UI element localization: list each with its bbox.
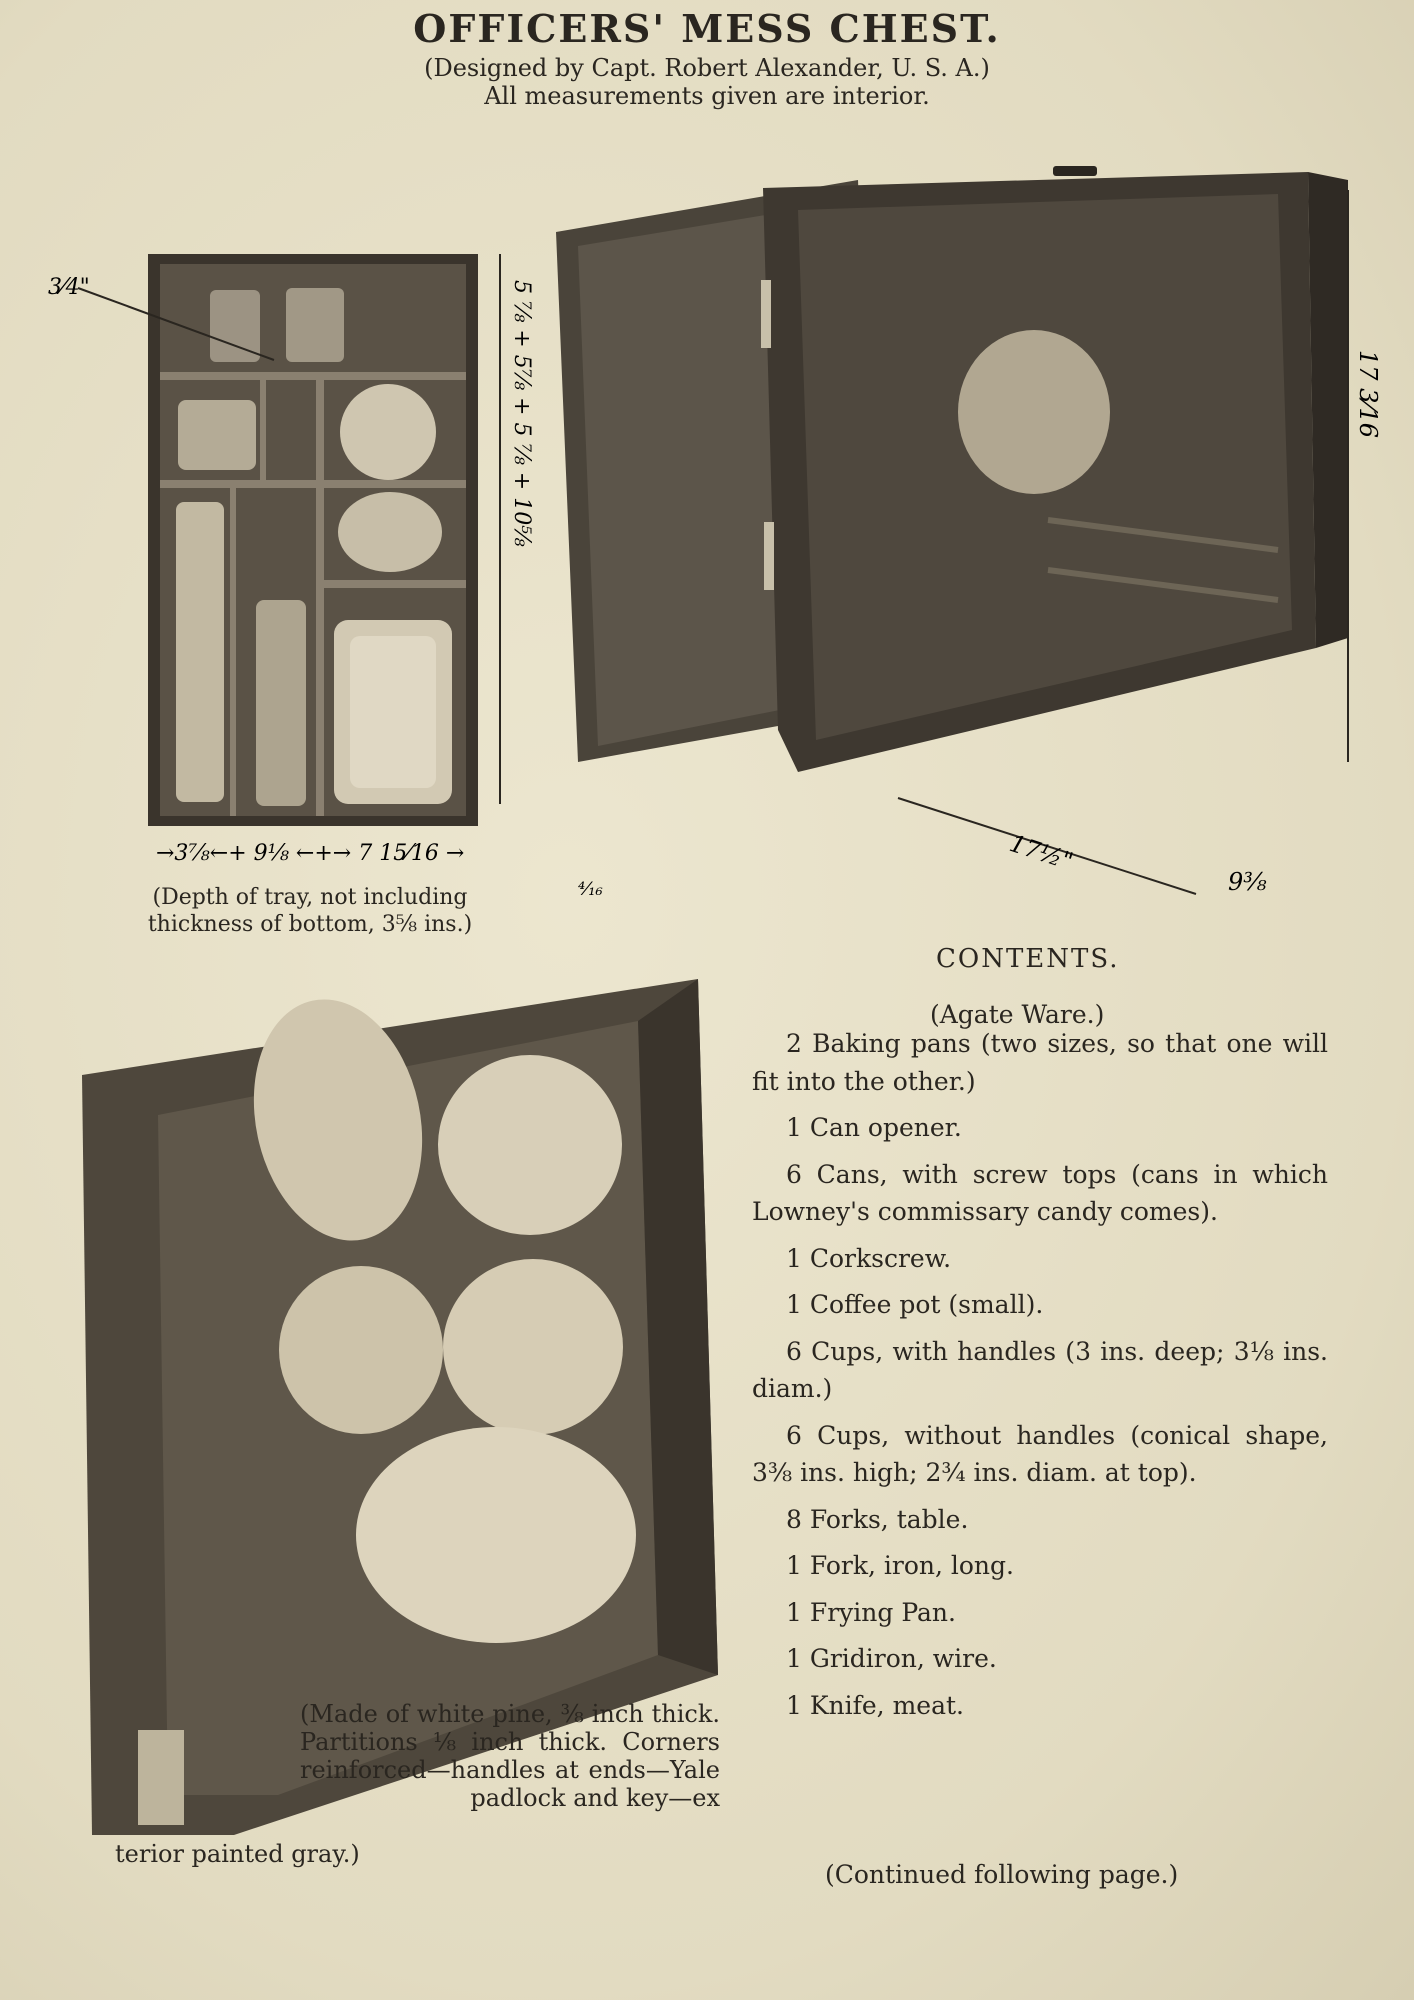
- list-item: 1 Frying Pan.: [786, 1597, 956, 1627]
- plate-icon: [279, 1266, 443, 1434]
- subtitle-designer: (Designed by Capt. Robert Alexander, U. S. A.): [424, 54, 990, 82]
- tray-bottom-dimension: →3⅞←+ 9⅛ ←+→ 7 15⁄16 →: [156, 841, 465, 866]
- contents-list: [752, 1025, 1328, 1733]
- list-item: 1 Gridiron, wire.: [786, 1644, 997, 1673]
- list-item: 1 Corkscrew.: [786, 1243, 952, 1273]
- page-title: OFFICERS' MESS CHEST.: [413, 6, 1001, 51]
- tray-caption: (Depth of tray, not including thickness of bottom, 3⅝ ins.): [147, 885, 473, 937]
- chest-small-dimension: ⁴⁄₁₆: [578, 879, 603, 900]
- tray-right-dimension: 5 ⅞ + 5⅞ + 5 ⅞ + 10⅝: [509, 280, 534, 547]
- hinge-icon: [764, 522, 774, 590]
- list-item: 1 Fork, iron, long.: [786, 1551, 1014, 1580]
- plate-icon: [340, 384, 436, 480]
- page-subtitle: [0, 54, 1414, 110]
- list-item: 1 Can opener.: [786, 1113, 962, 1142]
- continued-note: (Continued following page.): [825, 1860, 1179, 1889]
- contents-heading: CONTENTS.: [936, 944, 1120, 974]
- contents-subheading: (Agate Ware.): [930, 1000, 1105, 1029]
- plate-icon: [443, 1259, 623, 1435]
- list-item: 6 Cups, with handles (3 ins. deep; 3⅛ ins. diam.): [752, 1336, 1328, 1403]
- chest-height-dimension: 17 3⁄16: [1354, 350, 1382, 438]
- list-item: 6 Cans, with screw tops (cans in which Lowney's commissary candy comes).: [752, 1159, 1328, 1226]
- can-stack-icon: [176, 502, 224, 802]
- handle-icon: [1053, 166, 1097, 176]
- chest-materials-caption: (Made of white pine, ⅜ inch thick. Partitions ⅛ inch thick. Corners reinforced—handles at ends—Yale padlock and key—ex: [300, 1700, 720, 1812]
- chest-edge: [138, 1730, 184, 1825]
- list-item: 6 Cups, without handles (conical shape, 3⅜ ins. high; 2¾ ins. diam. at top).: [752, 1420, 1328, 1487]
- plate-icon: [338, 492, 442, 572]
- hinge-icon: [761, 280, 771, 348]
- list-item: 1 Knife, meat.: [786, 1690, 964, 1720]
- subtitle-measurements-note: All measurements given are interior.: [484, 82, 930, 110]
- chest-width-dimension: 17½": [1006, 829, 1077, 876]
- plate-icon: [356, 1427, 636, 1643]
- tray-photo: [48, 240, 560, 880]
- plate-icon: [438, 1055, 622, 1235]
- list-item: 1 Coffee pot (small).: [786, 1290, 1044, 1319]
- cups-icon: [178, 400, 256, 470]
- list-item: 8 Forks, table.: [786, 1504, 969, 1534]
- chest-depth-dimension: 9⅜: [1228, 868, 1267, 896]
- list-item: 2 Baking pans (two sizes, so that one will fit into the other.): [752, 1029, 1328, 1096]
- chest-materials-caption-tail: terior painted gray.): [115, 1840, 360, 1868]
- plate-icon: [958, 330, 1110, 494]
- tray-left-dimension: 3⁄4": [48, 275, 90, 300]
- open-chest-photo: [548, 150, 1382, 910]
- can-icon: [256, 600, 306, 806]
